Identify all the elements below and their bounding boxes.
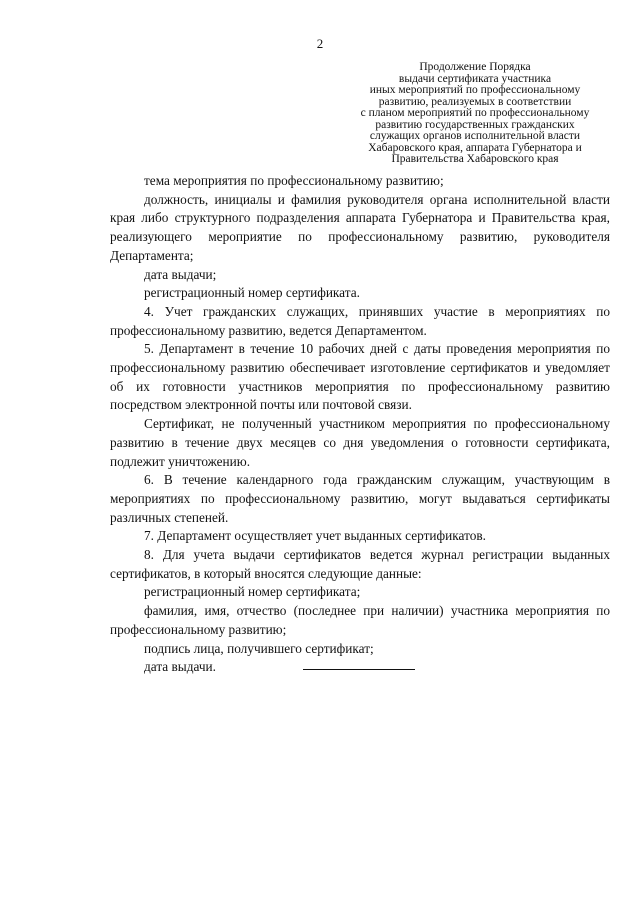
paragraph: 8. Для учета выдачи сертификатов ведется журнал регистрации выданных сертификатов, в который вносятся следующие данные: <box>110 547 610 581</box>
paragraph: 6. В течение календарного года гражданским служащим, участвующим в мероприятиях по профессиональному развитию, могут выдаваться сертификаты различных степеней. <box>110 472 610 525</box>
document-header <box>340 62 610 166</box>
paragraph: 4. Учет гражданских служащих, принявших участие в мероприятиях по профессиональному развитию, ведется Департаментом. <box>110 303 610 338</box>
header-line: Правительства Хабаровского края <box>391 153 559 165</box>
paragraph: тема мероприятия по профессиональному развитию; <box>144 173 444 188</box>
paragraph: регистрационный номер сертификата. <box>144 285 360 301</box>
paragraph: регистрационный номер сертификата; <box>144 584 361 600</box>
header-line: иных мероприятий по профессиональному <box>369 84 581 96</box>
header-line: выдачи сертификата участника <box>398 72 552 85</box>
paragraph: подпись лица, получившего сертификат; <box>144 640 374 656</box>
paragraph: 5. Департамент в течение 10 рабочих дней с даты проведения мероприятия по профессиональному развитию обеспечивает изготовление сертификатов и уведомляет об их готовности участников мероприятия по профессиональному развитию посредством электронной почты или почтовой связи. <box>110 341 610 413</box>
header-line: развитию, реализуемых в соответствии <box>378 95 572 108</box>
document-body <box>110 172 610 677</box>
page-number: 2 <box>316 36 324 51</box>
paragraph: 7. Департамент осуществляет учет выданных сертификатов. <box>144 528 486 544</box>
paragraph: должность, инициалы и фамилия руководителя органа исполнительной власти края либо структурного подразделения аппарата Губернатора и Правительства края, реализующего мероприятие по профессиональному развитию, руководителя Департамента; <box>110 191 610 263</box>
header-line: развитию государственных гражданских <box>375 118 575 131</box>
paragraph: дата выдачи; <box>144 266 217 282</box>
paragraph: фамилия, имя, отчество (последнее при наличии) участника мероприятия по профессиональному развитию; <box>110 603 610 637</box>
header-line: служащих органов исполнительной власти <box>369 130 581 142</box>
paragraph: дата выдачи. <box>144 659 216 675</box>
header-line: Хабаровского края, аппарата Губернатора и <box>368 141 582 154</box>
header-line: Продолжение Порядка <box>419 61 531 73</box>
end-separator-line <box>303 669 415 670</box>
paragraph: Сертификат, не полученный участником мероприятия по профессиональному развитию в течение двух месяцев со дня уведомления о готовности сертификата, подлежит уничтожению. <box>110 416 610 469</box>
header-line: с планом мероприятий по профессиональному <box>360 107 590 119</box>
